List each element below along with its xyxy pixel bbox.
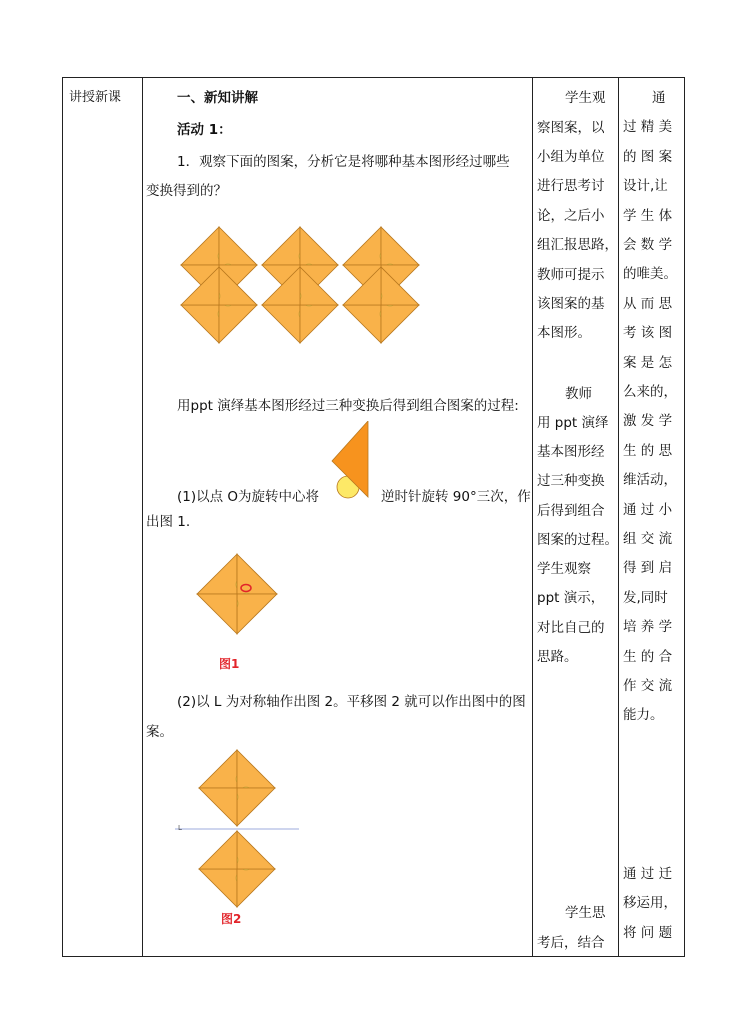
design-intent-line: 作 交 流	[623, 678, 673, 694]
step-one-text: 出图 1.	[146, 514, 191, 530]
design-intent-line: 案 是 怎	[623, 354, 673, 371]
question-line: 1．观察下面的图案，分析它是将哪种基本图形经过哪些	[177, 154, 510, 170]
design-intent-line: 移运用，	[623, 895, 677, 912]
figure-one	[185, 548, 289, 648]
design-intent-line: 的 图 案	[623, 148, 673, 165]
student-activity-line: 学生观察	[537, 561, 591, 577]
design-intent-line: 能力。	[623, 707, 664, 724]
student-activity-line: 组汇报思路，	[537, 237, 618, 253]
student-activity-line: 用 ppt 演绎	[537, 415, 609, 431]
design-intent-line: 的唯美。	[623, 266, 677, 283]
student-activity-line: 图案的过程。	[537, 532, 618, 548]
student-activity-line: 小组为单位	[537, 149, 605, 165]
column-divider	[618, 78, 619, 956]
figure-two-caption: 图2	[221, 912, 242, 926]
design-intent-line: 学 生 体	[623, 207, 673, 224]
student-activity-line: 过三种变换	[537, 473, 605, 489]
design-intent-line: 从 而 思	[623, 295, 673, 312]
stage-label: 讲授新课	[69, 90, 122, 105]
design-intent-line: 会 数 学	[623, 237, 673, 253]
design-intent-line: 过 精 美	[623, 119, 673, 136]
design-intent-line: 通	[652, 90, 666, 106]
axis-label: L	[178, 824, 182, 832]
section-title: 一、新知讲解	[177, 90, 258, 106]
design-intent-line: 么来的，	[623, 384, 677, 400]
student-activity-line: ppt 演示，	[537, 590, 605, 606]
lesson-table	[62, 77, 685, 957]
teaching-content	[143, 78, 593, 956]
design-intent-line: 激 发 学	[623, 413, 673, 430]
student-activity-line: 思路。	[537, 649, 578, 665]
student-activity-line: 学生思	[565, 905, 606, 921]
design-intent-line: 生 的 合	[623, 648, 673, 665]
activity-title: 活动 1：	[177, 122, 232, 138]
step-two-text: (2)以 L 为对称轴作出图 2。平移图 2 就可以作出图中的图	[177, 694, 526, 710]
student-activity-line: 进行思考讨	[537, 178, 605, 194]
step-two-text: 案。	[146, 724, 173, 740]
student-activity-line: 学生观	[565, 90, 606, 106]
design-intent-line: 将 问 题	[623, 924, 673, 941]
design-intent-line: 得 到 启	[623, 560, 673, 577]
figure-one-caption: 图1	[219, 657, 240, 671]
design-intent-line: 生 的 思	[623, 442, 673, 459]
student-activity-line: 后得到组合	[537, 503, 605, 519]
student-activity-line: 教师可提示	[537, 267, 605, 283]
student-activity-line: 对比自己的	[537, 620, 605, 636]
student-activity-line: 论，之后小	[537, 208, 605, 224]
design-intent-line: 通 过 小	[623, 501, 673, 518]
design-intent-line: 培 养 学	[623, 619, 673, 636]
ppt-description: 用ppt 演绎基本图形经过三种变换后得到组合图案的过程:	[177, 398, 519, 414]
design-intent-line: 设计,让	[623, 178, 668, 195]
pattern-figure	[175, 218, 425, 353]
student-activity-line: 教师	[565, 386, 592, 402]
student-activity-line: 基本图形经	[537, 444, 605, 460]
basic-shape-figure	[328, 421, 378, 501]
question-line: 变换得到的？	[146, 183, 227, 199]
step-one-text: 逆时针旋转 90°三次，作	[381, 489, 531, 505]
student-activity-line: 考后，结合	[537, 935, 605, 951]
design-intent-line: 考 该 图	[623, 325, 673, 342]
design-intent-line: 维活动，	[623, 472, 677, 489]
design-intent-line: 组 交 流	[623, 531, 673, 547]
figure-two	[173, 748, 313, 918]
design-intent-line: 发,同时	[623, 589, 668, 606]
student-activity-line: 本图形。	[537, 325, 591, 341]
student-activity-line: 察图案，以	[537, 120, 605, 136]
step-one-text: (1)以点 O为旋转中心将	[177, 489, 320, 505]
design-intent-line: 通 过 迁	[623, 866, 673, 882]
student-activity-line: 该图案的基	[537, 296, 605, 312]
